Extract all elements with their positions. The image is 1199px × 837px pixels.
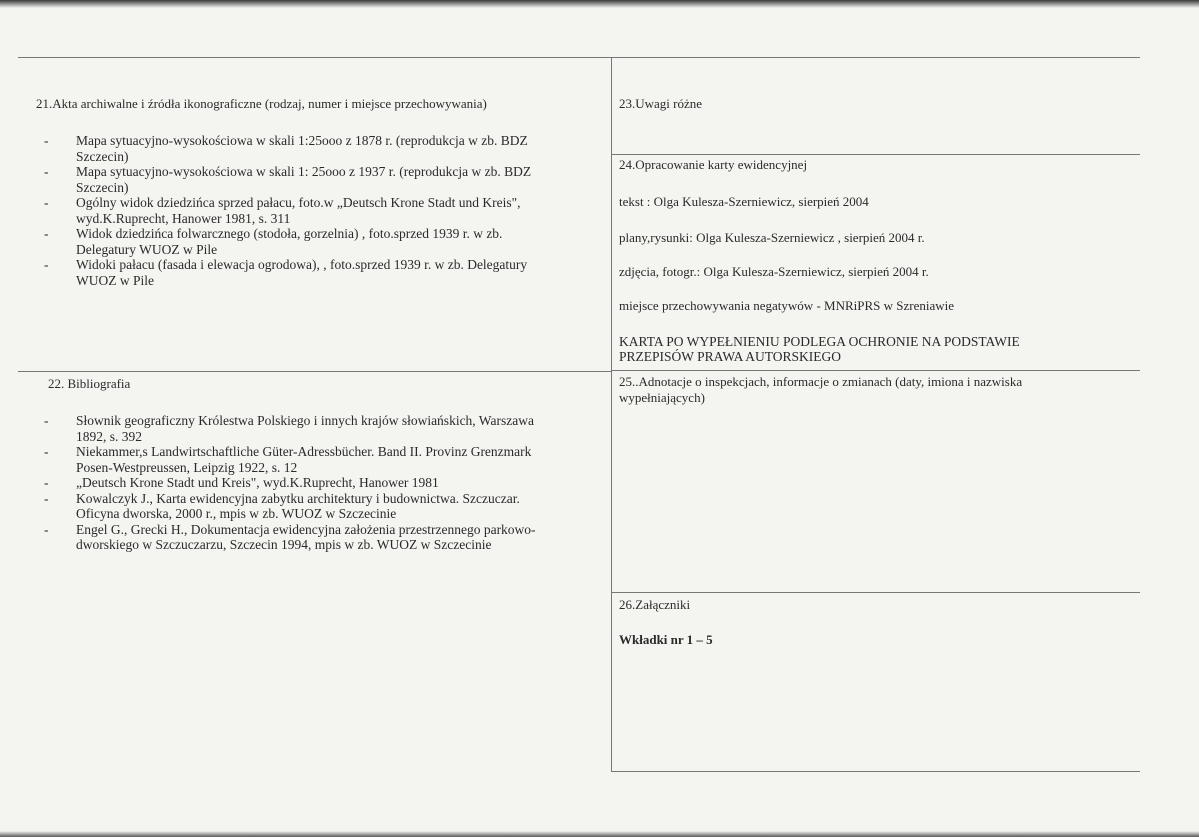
list-item: - Widoki pałacu (fasada i elewacja ogrodowa), , foto.sprzed 1939 r. w zb. Delegatury WUOZ w Pile	[44, 257, 528, 288]
list-item: - Mapa sytuacyjno-wysokościowa w skali 1: 25ooo z 1937 r. (reprodukcja w zb. BDZ Szczecin)	[44, 164, 532, 195]
list-item: - Kowalczyk J., Karta ewidencyjna zabytku architektury i budownictwa. Szczuczar. Oficyna dworska, 2000 r., mpis w zb. WUOZ w Szczecinie	[44, 490, 520, 521]
list-item: - „Deutsch Krone Stadt und Kreis", wyd.K.Ruprecht, Hanower 1981	[44, 475, 439, 490]
section25-title-line2: wypełniających)	[619, 390, 705, 405]
list-item: - Ogólny widok dziedzińca sprzed pałacu, foto.w „Deutsch Krone Stadt und Kreis", wyd.K.Ruprecht, Hanower 1981, s. 311	[44, 195, 521, 226]
list-item: - Niekammer,s Landwirtschaftliche Güter-Adressbücher. Band II. Provinz Grenzmark Posen-Westpreussen, Leipzig 1922, s. 12	[44, 444, 532, 475]
section24-plany: plany,rysunki: Olga Kulesza-Szerniewicz , sierpień 2004 r.	[619, 230, 925, 245]
section25-title-line1: 25..Adnotacje o inspekcjach, informacje o zmianach (daty, imiona i nazwiska	[619, 374, 1023, 389]
section26-wkladki: Wkładki nr 1 – 5	[619, 632, 713, 647]
section26-title: 26.Załączniki	[619, 597, 691, 612]
scan-edge-top	[0, 0, 1199, 8]
rule-right-25-26	[612, 592, 1140, 593]
section24-notice-line1: KARTA PO WYPEŁNIENIU PODLEGA OCHRONIE NA PODSTAWIE	[619, 334, 1020, 349]
section22-title: 22. Bibliografia	[48, 376, 131, 391]
list-item: - Widok dziedzińca folwarcznego (stodoła, gorzelnia) , foto.sprzed 1939 r. w zb. Delegatury WUOZ w Pile	[44, 226, 503, 257]
bottom-rule	[612, 771, 1140, 772]
section21-list	[36, 133, 606, 288]
section21-title: 21.Akta archiwalne i źródła ikonograficzne (rodzaj, numer i miejsce przechowywania)	[36, 96, 487, 111]
rule-left-21-22	[18, 371, 612, 372]
section23-title: 23.Uwagi różne	[619, 96, 703, 111]
section24-zdjecia: zdjęcia, fotogr.: Olga Kulesza-Szerniewicz, sierpień 2004 r.	[619, 264, 929, 279]
rule-right-24-25	[612, 370, 1140, 371]
section24-notice-line2: PRZEPISÓW PRAWA AUTORSKIEGO	[619, 349, 841, 364]
top-rule	[18, 57, 1140, 58]
list-item: - Mapa sytuacyjno-wysokościowa w skali 1:25ooo z 1878 r. (reprodukcja w zb. BDZ Szczecin)	[44, 133, 528, 164]
list-item: - Słownik geograficzny Królestwa Polskiego i innych krajów słowiańskich, Warszawa 1892, s. 392	[44, 413, 534, 444]
list-item: - Engel G., Grecki H., Dokumentacja ewidencyjna założenia przestrzennego parkowo- dworskiego w Szczuczarzu, Szczecin 1994, mpis w zb. WUOZ w Szczecinie	[44, 521, 536, 552]
scan-edge-bottom	[0, 831, 1199, 837]
section24-tekst: tekst : Olga Kulesza-Szerniewicz, sierpień 2004	[619, 194, 869, 209]
rule-right-23-24	[612, 154, 1140, 155]
section24-negatywy: miejsce przechowywania negatywów - MNRiPRS w Szreniawie	[619, 298, 955, 313]
section24-title: 24.Opracowanie karty ewidencyjnej	[619, 157, 808, 172]
section22-list	[36, 413, 606, 553]
column-divider	[611, 57, 612, 772]
